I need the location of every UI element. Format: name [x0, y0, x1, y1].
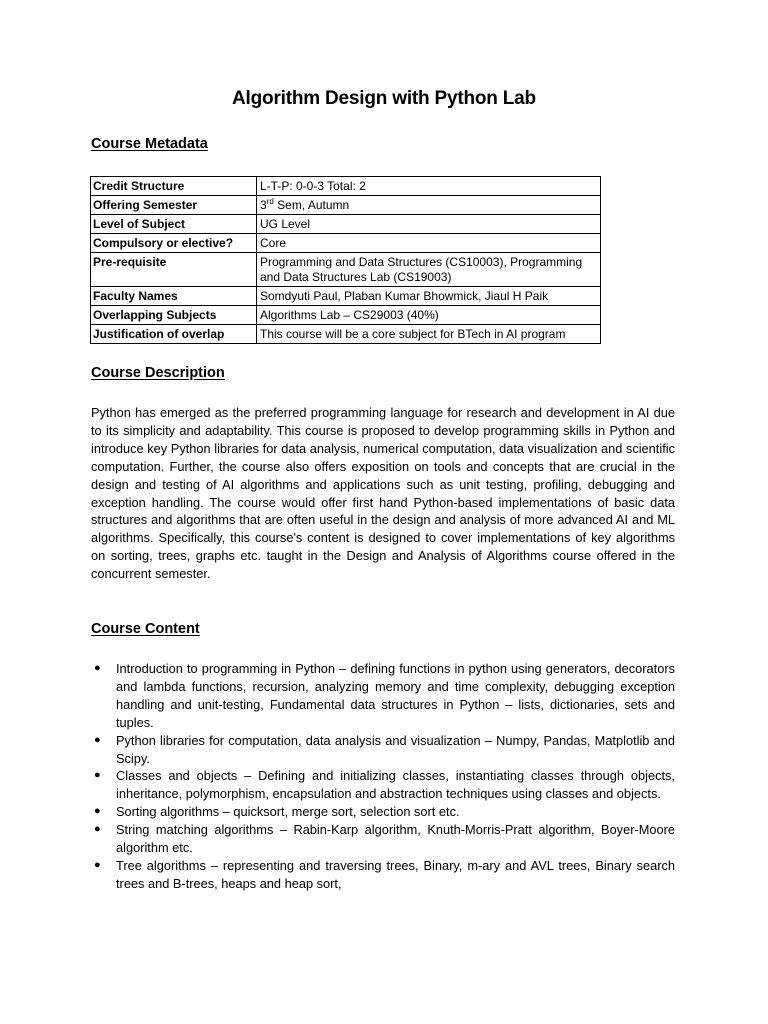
bullet-icon: ● [94, 805, 101, 818]
bullet-icon: ● [94, 823, 101, 836]
metadata-key: Offering Semester [91, 196, 257, 215]
metadata-key: Compulsory or elective? [91, 234, 257, 253]
course-description: Python has emerged as the preferred programming language for research and development in AI due to its simplicity and adaptability. This course is proposed to develop programming skills in Python and introduce key Python libraries for data analysis, numerical computation, data visualization and scientific computation. Further, the course also offers exposition on tools and concepts that are crucial in the design and testing of AI algorithms and applications such as unit testing, profiling, debugging and exception handling. The course would offer first hand Python-based implementations of basic data structures and algorithms that are often useful in the design and analysis of more advanced AI and ML algorithms. Specifically, this course's content is designed to cover implementations of key algorithms on sorting, trees, graphs etc. taught in the Design and Analysis of Algorithms course offered in the concurrent semester. [91, 405, 675, 582]
list-item [91, 660, 675, 732]
bullet-icon: ● [94, 733, 101, 746]
document-title: Algorithm Design with Python Lab [232, 88, 536, 109]
metadata-value: Core [257, 234, 601, 253]
metadata-value [257, 196, 601, 215]
list-item-text: Introduction to programming in Python – defining functions in python using generators, decorators and lambda functions, recursion, analyzing memory and time complexity, debugging exception handling and unit-testing, Fundamental data structures in Python – lists, dictionaries, sets and tuples. [116, 661, 675, 730]
list-item-text: Classes and objects – Defining and initializing classes, instantiating classes through objects, inheritance, polymorphism, encapsulation and abstraction techniques using classes and objects. [116, 768, 675, 802]
bullet-icon: ● [94, 858, 101, 871]
list-item-text: Tree algorithms – representing and traversing trees, Binary, m-ary and AVL trees, Binary search trees and B-trees, heaps and heap sort, [116, 857, 675, 891]
semester-number: 3 [260, 198, 267, 212]
semester-term: Sem, Autumn [273, 198, 350, 212]
table-row [91, 287, 601, 306]
metadata-key: Pre-requisite [91, 253, 257, 287]
semester-ordinal: rd [266, 197, 274, 206]
bullet-icon: ● [94, 769, 101, 782]
metadata-key: Credit Structure [91, 177, 257, 196]
course-content-list [91, 660, 675, 893]
table-row [91, 196, 601, 215]
list-item-text: Python libraries for computation, data analysis and visualization – Numpy, Pandas, Matplotlib and Scipy. [116, 732, 675, 766]
list-item [91, 803, 675, 821]
metadata-value: Programming and Data Structures (CS10003), Programming and Data Structures Lab (CS19003) [257, 253, 601, 287]
metadata-heading: Course Metadata [91, 136, 208, 152]
list-item [91, 821, 675, 857]
metadata-value: Algorithms Lab – CS29003 (40%) [257, 306, 601, 325]
list-item [91, 767, 675, 803]
table-row [91, 306, 601, 325]
list-item [91, 857, 675, 893]
list-item-text: String matching algorithms – Rabin-Karp algorithm, Knuth-Morris-Pratt algorithm, Boyer-Moore algorithm etc. [116, 822, 675, 856]
table-row [91, 325, 601, 344]
metadata-key: Overlapping Subjects [91, 306, 257, 325]
metadata-key: Level of Subject [91, 215, 257, 234]
metadata-table [90, 176, 601, 344]
metadata-value: L-T-P: 0-0-3 Total: 2 [257, 177, 601, 196]
table-row [91, 177, 601, 196]
table-row [91, 253, 601, 287]
metadata-value: This course will be a core subject for BTech in AI program [257, 325, 601, 344]
metadata-key: Justification of overlap [91, 325, 257, 344]
metadata-value: Somdyuti Paul, Plaban Kumar Bhowmick, Jiaul H Paik [257, 287, 601, 306]
content-heading: Course Content [91, 621, 200, 637]
metadata-value: UG Level [257, 215, 601, 234]
list-item-text: Sorting algorithms – quicksort, merge sort, selection sort etc. [116, 804, 460, 820]
list-item [91, 732, 675, 768]
table-row [91, 215, 601, 234]
metadata-key: Faculty Names [91, 287, 257, 306]
bullet-icon: ● [94, 662, 101, 674]
table-row [91, 234, 601, 253]
description-heading: Course Description [91, 365, 225, 381]
